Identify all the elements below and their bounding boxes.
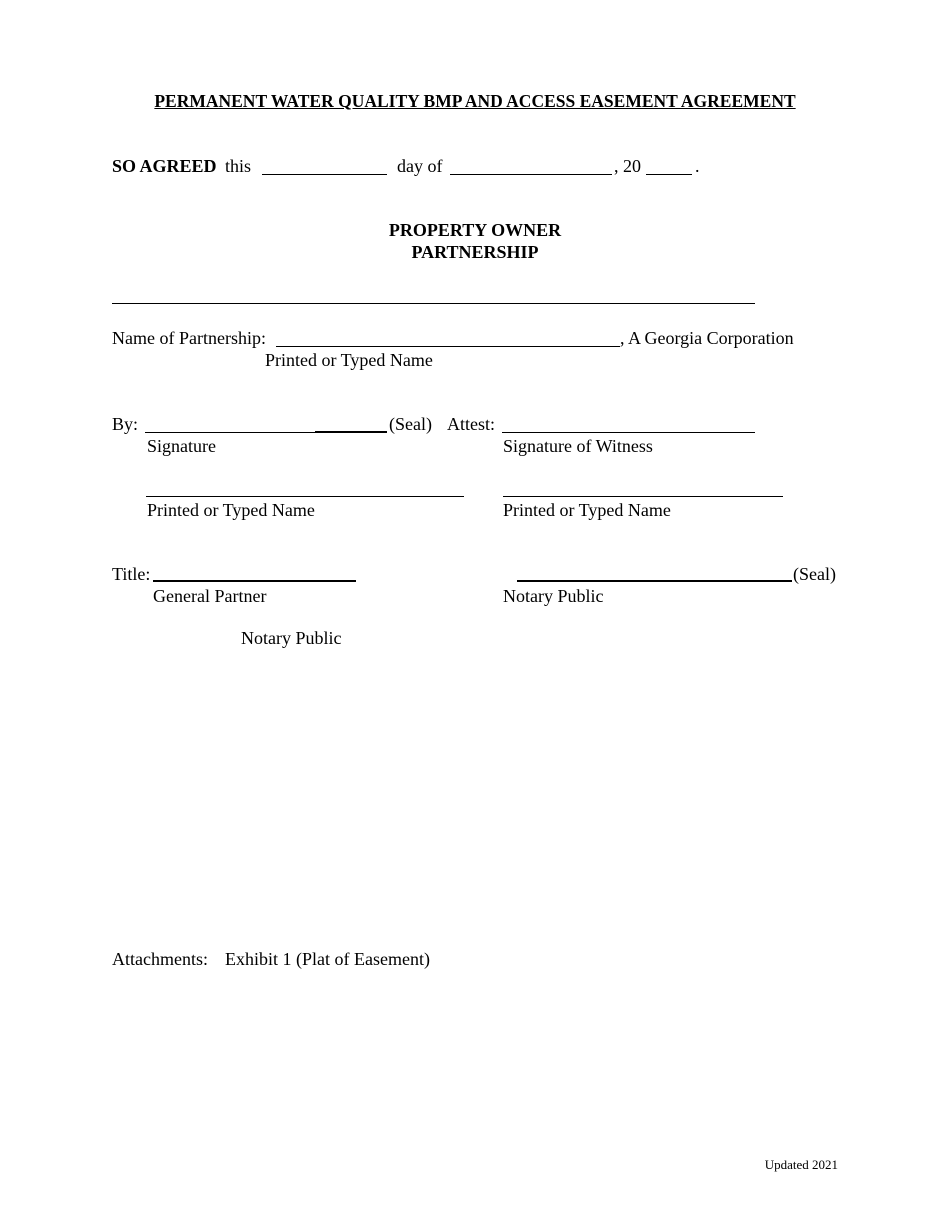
notary-public-caption-right: Notary Public <box>503 586 604 606</box>
title-line[interactable] <box>153 580 356 582</box>
by-seal-label: (Seal) <box>389 414 432 434</box>
year-blank-line[interactable] <box>646 174 692 175</box>
separator-line <box>112 303 755 304</box>
partnership-suffix: , A Georgia Corporation <box>620 328 794 348</box>
printed-name-line-right[interactable] <box>503 496 783 497</box>
this-label: this <box>225 156 252 176</box>
printed-name-caption-left: Printed or Typed Name <box>147 500 315 520</box>
printed-name-line-left[interactable] <box>146 496 464 497</box>
title-label: Title: <box>112 564 151 584</box>
partnership-name-caption: Printed or Typed Name <box>265 350 433 370</box>
witness-signature-line[interactable] <box>502 432 755 433</box>
by-label: By: <box>112 414 139 434</box>
document-title: PERMANENT WATER QUALITY BMP AND ACCESS EASEMENT AGREEMENT <box>154 91 796 111</box>
signature-line-b[interactable] <box>315 431 387 433</box>
updated-footer: Updated 2021 <box>764 1157 838 1172</box>
so-agreed-label: SO AGREED <box>112 156 217 176</box>
party-heading-line1: PROPERTY OWNER <box>388 220 562 240</box>
attest-label: Attest: <box>447 414 495 434</box>
attachments-label: Attachments: <box>112 949 208 969</box>
attachments-value: Exhibit 1 (Plat of Easement) <box>225 949 430 969</box>
witness-caption: Signature of Witness <box>503 436 653 456</box>
partnership-name-label: Name of Partnership: <box>112 328 266 348</box>
partnership-name-line[interactable] <box>276 346 620 347</box>
printed-name-caption-right: Printed or Typed Name <box>503 500 671 520</box>
notary-public-caption-left: Notary Public <box>241 628 342 648</box>
agreed-period: . <box>695 156 700 176</box>
signature-line-a[interactable] <box>145 432 315 433</box>
notary-seal-label: (Seal) <box>793 564 836 584</box>
year-prefix-label: , 20 <box>614 156 641 176</box>
day-blank-line[interactable] <box>262 174 387 175</box>
party-heading-line2: PARTNERSHIP <box>411 242 539 262</box>
signature-caption: Signature <box>147 436 216 456</box>
notary-signature-line[interactable] <box>517 580 792 582</box>
day-of-label: day of <box>397 156 443 176</box>
month-blank-line[interactable] <box>450 174 612 175</box>
general-partner-caption: General Partner <box>153 586 267 606</box>
